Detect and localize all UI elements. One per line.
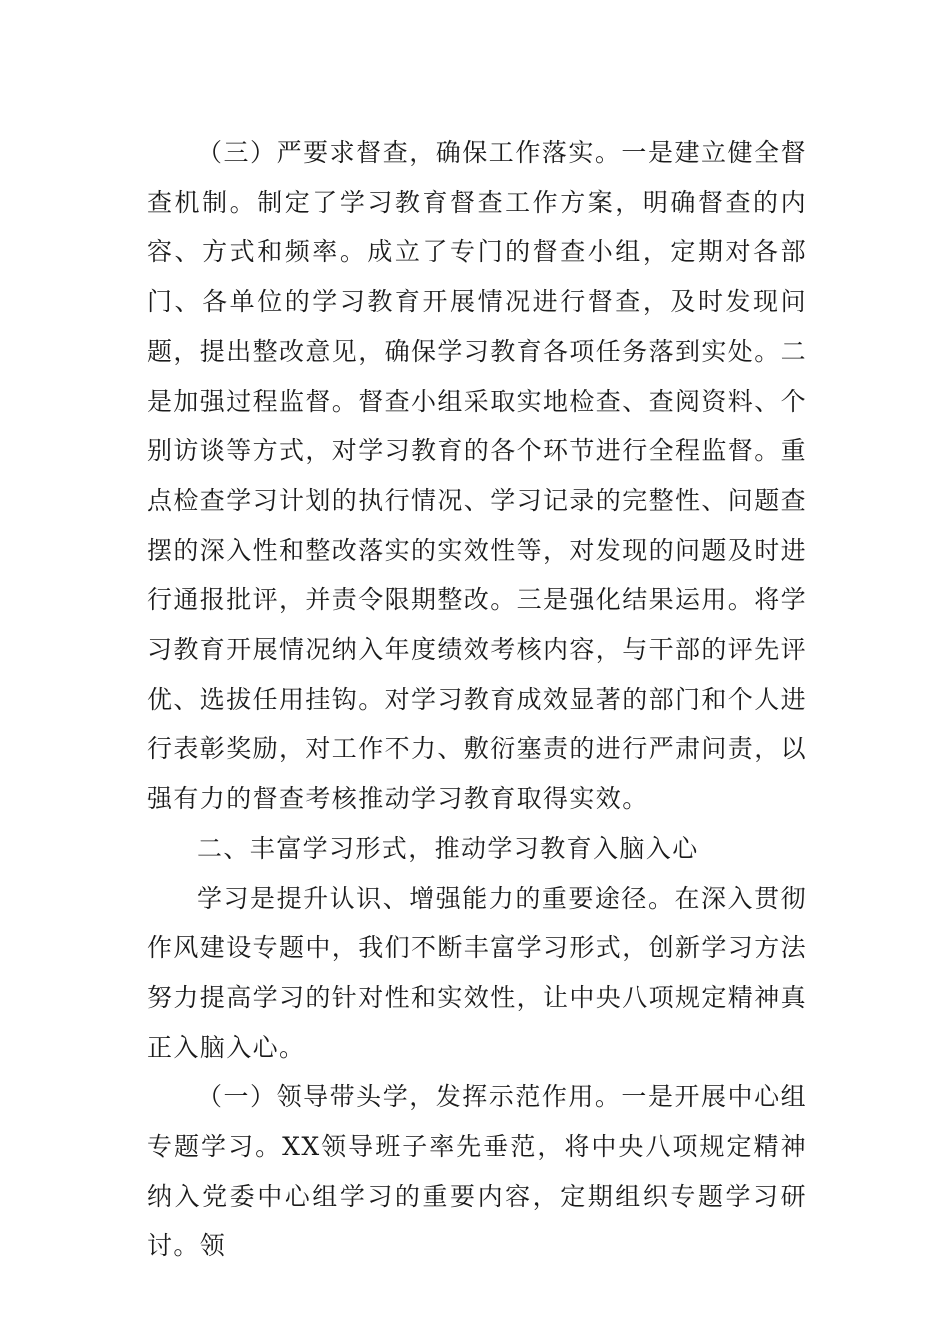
paragraph-learning-intro: 学习是提升认识、增强能力的重要途径。在深入贯彻作风建设专题中，我们不断丰富学习形式，创新学习方法努力提高学习的针对性和实效性，让中央八项规定精神真正入脑入心。 [147,883,808,1062]
paragraph-leadership-learning: （一）领导带头学，发挥示范作用。一是开展中心组专题学习。XX领导班子率先垂范，将中央八项规定精神纳入党委中心组学习的重要内容，定期组织专题学习研讨。领 [147,1082,807,1261]
section-heading-learning-forms: 二、丰富学习形式，推动学习教育入脑入心 [197,833,699,863]
document-body [147,128,807,1271]
paragraph-supervision: （三）严要求督查，确保工作落实。一是建立健全督查机制。制定了学习教育督查工作方案，明确督查的内容、方式和频率。成立了专门的督查小组，定期对各部门、各单位的学习教育开展情况进行督查，及时发现问题，提出整改意见，确保学习教育各项任务落到实处。二是加强过程监督。督查小组采取实地检查、查阅资料、个别访谈等方式，对学习教育的各个环节进行全程监督。重点检查学习计划的执行情况、学习记录的完整性、问题查摆的深入性和整改落实的实效性等，对发现的问题及时进行通报批评，并责令限期整改。三是强化结果运用。将学习教育开展情况纳入年度绩效考核内容，与干部的评先评优、选拔任用挂钩。对学习教育成效显著的部门和个人进行表彰奖励，对工作不力、敷衍塞责的进行严肃问责，以强有力的督查考核推动学习教育取得实效。 [147,138,808,814]
